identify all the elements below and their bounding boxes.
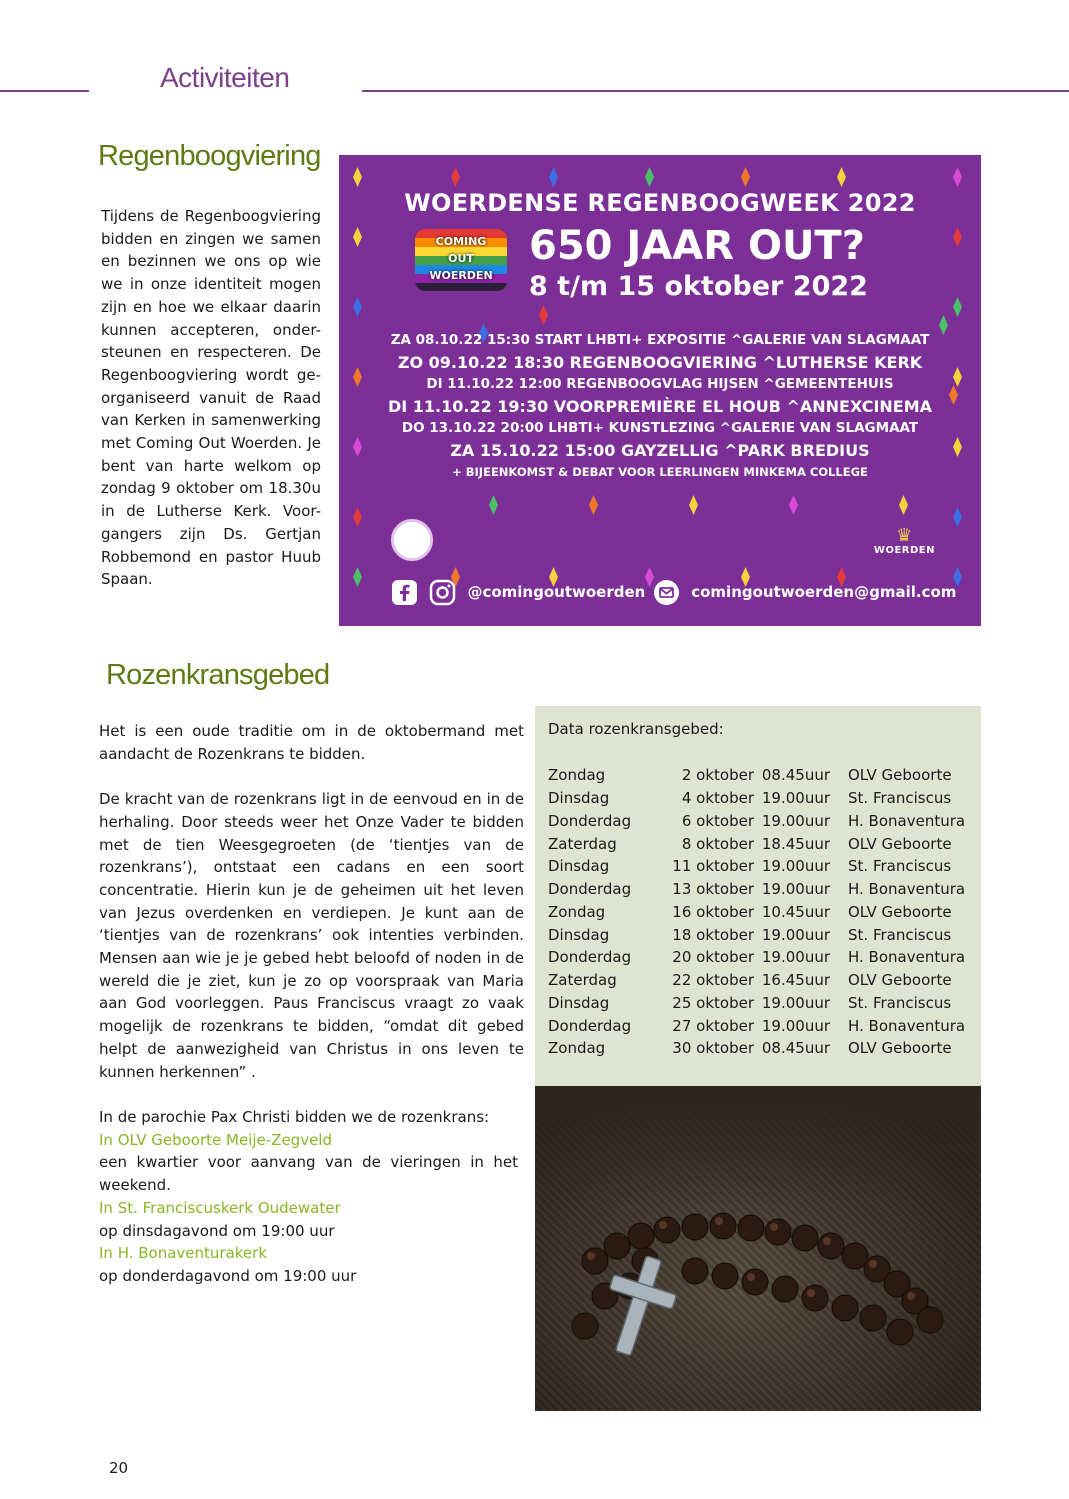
schedule-time: 19.00uur [761,1016,830,1035]
schedule-location: H. Bonaventura [848,880,966,899]
rosary-icon [535,1086,981,1411]
schedule-time: 16.45uur [761,971,830,990]
schedule-day: Dinsdag [548,789,610,808]
poster-event: ZO 09.10.22 18:30 REGENBOOGVIERING ^LUTHERSE KERK [397,353,923,372]
schedule-date: 4 oktober [681,789,754,808]
diamond-shape [789,495,798,515]
schedule-location: OLV Geboorte [848,834,952,853]
poster-headline: WOERDENSE REGENBOOGWEEK 2022 [404,189,916,217]
schedule-time: 19.00uur [761,811,830,830]
schedule-heading: Data rozenkransgebed: [548,720,724,738]
diamond-shape [353,507,362,527]
poster-subheadline: 650 JAAR OUT? [529,223,865,269]
schedule-date: 18 oktober [672,925,754,944]
schedule-time: 19.00uur [761,948,830,967]
diamond-shape [689,495,698,515]
poster-event: + BIJEENKOMST & DEBAT VOOR LEERLINGEN MINKEMA COLLEGE [452,465,868,479]
regenboog-title: Regenboogviering [98,140,321,172]
schedule-row [548,787,978,810]
diamond-shape [953,297,962,317]
schedule-location: St. Franciscus [848,925,952,944]
rozenkrans-schedule [535,706,981,1086]
schedule-time: 19.00uur [761,993,830,1012]
diamond-shape [353,567,362,587]
schedule-location: OLV Geboorte [848,902,952,921]
schedule-date: 13 oktober [672,880,754,899]
location-franciscus-text: op dinsdagavond om 19:00 uur [99,1221,335,1240]
crown-icon: ♛ [896,525,913,546]
diamond-shape [353,297,362,317]
schedule-day: Zaterdag [548,834,617,853]
schedule-table [548,764,978,1060]
schedule-date: 16 oktober [672,902,754,921]
diamond-shape [589,495,598,515]
section-heading: Activiteiten [160,62,290,93]
rozenkrans-paragraph-1: Het is een oude traditie om in de oktobermand met aandacht de Rozenkrans te bidden. [99,722,524,763]
schedule-row [548,992,978,1015]
poster-dates: 8 t/m 15 oktober 2022 [529,271,868,302]
parish-info [99,1106,518,1288]
diamond-shape [837,167,846,187]
diamond-shape [899,495,908,515]
schedule-row [548,764,978,787]
poster-event: DO 13.10.22 20:00 LHBTI+ KUNSTLEZING ^GALERIE VAN SLAGMAAT [401,420,919,436]
schedule-time: 19.00uur [761,880,830,899]
email-address: comingoutwoerden@gmail.com [691,583,957,601]
schedule-row [548,1014,978,1037]
schedule-row [548,969,978,992]
diamond-shape [645,167,654,187]
social-handle: @comingoutwoerden [467,583,646,601]
schedule-date: 11 oktober [672,857,754,876]
email-line [653,579,956,606]
coming-out-woerden-logo [415,229,507,291]
rainbow-circle-logo [391,519,433,561]
schedule-row [548,901,978,924]
schedule-time: 08.45uur [761,1039,830,1058]
social-media-line [391,579,645,606]
schedule-day: Zaterdag [548,971,617,990]
mail-icon [653,579,680,606]
schedule-location: H. Bonaventura [848,811,966,830]
location-bonaventura: In H. Bonaventurakerk [99,1244,268,1263]
poster-event: DI 11.10.22 12:00 REGENBOOGVLAG HIJSEN ^GEMEENTEHUIS [426,376,894,392]
diamond-shape [539,305,548,325]
rozenkrans-body [99,720,524,1083]
schedule-row [548,1037,978,1060]
schedule-time: 18.45uur [761,834,830,853]
schedule-time: 10.45uur [761,902,830,921]
schedule-day: Donderdag [548,880,632,899]
schedule-location: H. Bonaventura [848,948,966,967]
diamond-shape [451,167,460,187]
diamond-shape [741,167,750,187]
schedule-date: 2 oktober [681,766,754,785]
schedule-day: Donderdag [548,1016,632,1035]
header-rule-left [0,90,89,92]
regenboogweek-poster [339,155,981,626]
city-logo-text: WOERDEN [873,545,935,556]
rozenkrans-paragraph-2: De kracht van de rozenkrans ligt in de eenvoud en in de herhaling. Door steeds weer het Onze Vader te bidden met de tien Weesgegroeten (de ‘tientjes van de rozenkrans’), ontstaat een cadans en een soort concentratie. Hierin kun je de geheimen uit het leven van Jezus overdenken en verdiepen. Je kunt aan de ‘tientjes van de rozenkrans’ ook intenties verbinden. Mensen aan wie je je gebed hebt beloofd of noden in de wereld die je ziet, kun je zo op voorspraak van Maria aan God voorleggen. Paus Franciscus vraagt zo vaak mogelijk de rozenkrans te bidden, “omdat dit gebed helpt de aanwezigheid van Christus in ons leven te kunnen herkennen” . [99,790,524,1081]
schedule-location: St. Franciscus [848,789,952,808]
location-franciscus: In St. Franciscuskerk Oudewater [99,1198,341,1217]
diamond-shape [953,167,962,187]
schedule-location: St. Franciscus [848,993,952,1012]
diamond-shape [953,227,962,247]
logo-text-1: COMING [435,235,487,248]
schedule-row [548,855,978,878]
woerden-city-logo [874,527,935,556]
schedule-day: Dinsdag [548,857,610,876]
schedule-date: 8 oktober [681,834,754,853]
schedule-day: Dinsdag [548,993,610,1012]
instagram-icon [429,579,456,606]
schedule-date: 25 oktober [672,993,754,1012]
header-rule-right [362,90,1069,92]
schedule-location: H. Bonaventura [848,1016,966,1035]
rosary-photo [535,1086,981,1411]
location-bonaventura-text: op donderdagavond om 19:00 uur [99,1266,357,1285]
schedule-time: 19.00uur [761,857,830,876]
schedule-day: Zondag [548,766,606,785]
schedule-location: OLV Geboorte [848,1039,952,1058]
schedule-day: Donderdag [548,948,632,967]
location-olv-text: een kwartier voor aanvang van de vieringen in het weekend. [99,1153,518,1195]
poster-event: ZA 08.10.22 15:30 START LHBTI+ EXPOSITIE ^GALERIE VAN SLAGMAAT [390,332,930,348]
schedule-date: 20 oktober [672,948,754,967]
schedule-day: Zondag [548,902,606,921]
schedule-row [548,923,978,946]
schedule-date: 27 oktober [672,1016,754,1035]
schedule-day: Donderdag [548,811,632,830]
facebook-icon [391,579,418,606]
diamond-shape [353,227,362,247]
schedule-location: St. Franciscus [848,857,952,876]
schedule-row [548,832,978,855]
poster-event: ZA 15.10.22 15:00 GAYZELLIG ^PARK BREDIUS [450,441,870,460]
diamond-shape [549,167,558,187]
schedule-location: OLV Geboorte [848,971,952,990]
logo-text-2: OUT [448,252,474,265]
schedule-row [548,946,978,969]
page-number: 20 [109,1459,129,1477]
schedule-row [548,878,978,901]
parish-intro: In de parochie Pax Christi bidden we de rozenkrans: [99,1108,490,1126]
schedule-time: 19.00uur [761,925,830,944]
schedule-location: OLV Geboorte [848,766,952,785]
diamond-shape [489,495,498,515]
poster-events [339,330,981,482]
rozenkrans-title: Rozenkransgebed [106,659,330,691]
logo-text-3: WOERDEN [429,269,493,282]
regenboog-text: Tijdens de Regenboogviering bidden en zingen we samen en bezinnen we ons op wie we in onze identiteit mogen zijn en hoe we elkaar daarin kunnen accepteren, onder-steunen en respecteren. De Regenboogviering wordt ge-organiseerd vanuit de Raad van Kerken in samenwerking met Coming Out Woerden. Je bent van harte welkom op zondag 9 oktober om 18.30u in de Lutherse Kerk. Voor-gangers zijn Ds. Gertjan Robbemond en pastor Huub Spaan. [101,207,321,589]
schedule-time: 08.45uur [761,766,830,785]
location-olv: In OLV Geboorte Meije-Zegveld [99,1130,332,1149]
schedule-date: 30 oktober [672,1039,754,1058]
poster-event: DI 11.10.22 19:30 VOORPREMIÈRE EL HOUB ^ANNEXCINEMA [387,397,933,416]
schedule-day: Dinsdag [548,925,610,944]
schedule-day: Zondag [548,1039,606,1058]
diamond-shape [353,167,362,187]
schedule-row [548,810,978,833]
schedule-time: 19.00uur [761,789,830,808]
schedule-date: 6 oktober [681,811,754,830]
schedule-date: 22 oktober [672,971,754,990]
diamond-shape [953,507,962,527]
